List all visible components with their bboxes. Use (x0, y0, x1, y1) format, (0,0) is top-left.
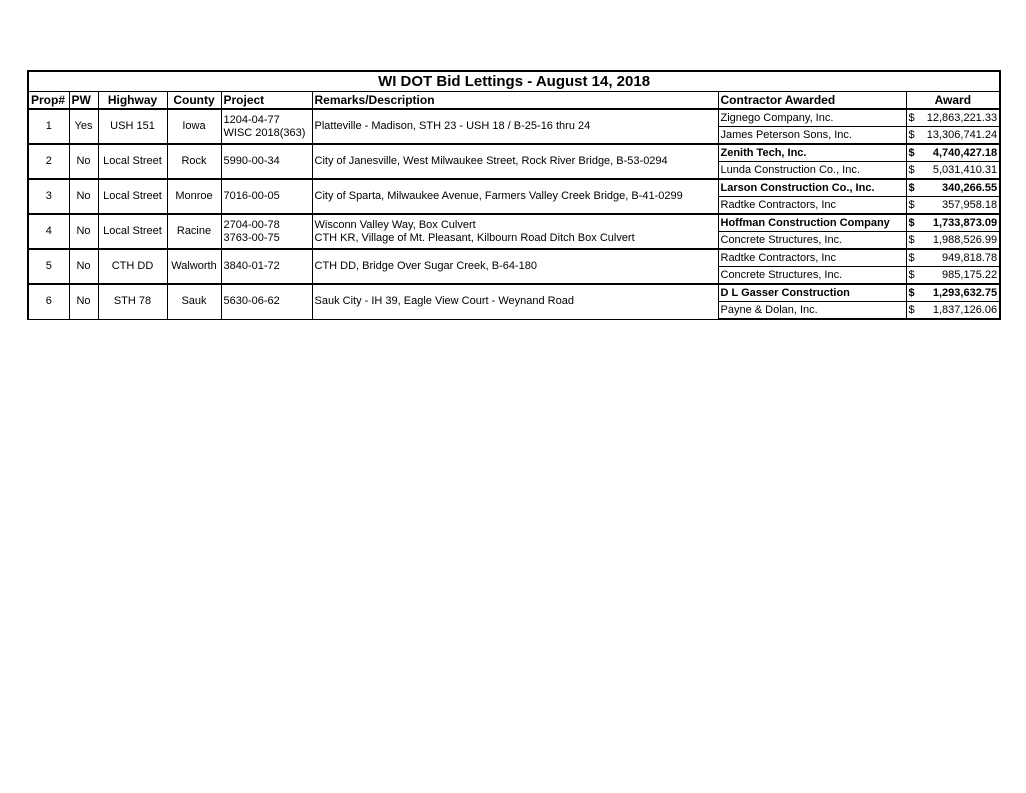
contractor-name: James Peterson Sons, Inc. (718, 127, 906, 145)
award-amount (906, 179, 1000, 197)
contractor-name: Concrete Structures, Inc. (718, 267, 906, 285)
remarks-cell (312, 109, 718, 144)
award-value (909, 128, 998, 143)
currency-symbol: $ (908, 181, 915, 194)
remarks-text: CTH DD, Bridge Over Sugar Creek, B-64-180 (314, 260, 538, 272)
remarks-text: Platteville - Madison, STH 23 - USH 18 / B-25-16 thru 24 (314, 120, 591, 132)
highway-cell: Local Street (98, 144, 167, 179)
award-value (909, 111, 998, 126)
amount-text: 12,863,221.33 (926, 111, 998, 124)
header-county: County (167, 92, 221, 110)
award-amount (906, 267, 1000, 285)
award-amount (906, 249, 1000, 267)
amount-text: 1,837,126.06 (932, 303, 998, 316)
currency-symbol: $ (908, 163, 915, 176)
amount-text: 949,818.78 (942, 251, 998, 264)
award-amount (906, 214, 1000, 232)
currency-symbol: $ (908, 268, 915, 281)
county-cell: Monroe (167, 179, 221, 214)
award-value (909, 181, 998, 196)
currency-symbol: $ (908, 251, 915, 264)
amount-text: 1,293,632.75 (932, 286, 998, 299)
bid-lettings-sheet (27, 70, 999, 320)
award-amount (906, 232, 1000, 250)
prop-number: 1 (28, 109, 69, 144)
project-cell (221, 144, 312, 179)
contractor-name: Hoffman Construction Company (718, 214, 906, 232)
award-value (909, 303, 998, 318)
header-pw: PW (69, 92, 98, 110)
project-cell (221, 109, 312, 144)
remarks-text: City of Janesville, West Milwaukee Street, Rock River Bridge, B-53-0294 (314, 155, 668, 167)
table-row (28, 109, 1000, 127)
award-value (909, 198, 998, 213)
currency-symbol: $ (908, 216, 915, 229)
award-amount (906, 284, 1000, 302)
header-prop: Prop# (28, 92, 69, 110)
county-cell: Sauk (167, 284, 221, 319)
prop-number: 3 (28, 179, 69, 214)
award-amount (906, 197, 1000, 215)
project-id: 1204-04-77 (223, 113, 280, 126)
award-amount (906, 109, 1000, 127)
award-amount (906, 144, 1000, 162)
remarks-cell (312, 284, 718, 319)
county-cell: Racine (167, 214, 221, 249)
project-id: 5630-06-62 (223, 295, 280, 308)
contractor-name: Radtke Contractors, Inc (718, 197, 906, 215)
highway-cell: USH 151 (98, 109, 167, 144)
pw-flag: Yes (69, 109, 98, 144)
project-id: 3840-01-72 (223, 260, 280, 272)
bid-lettings-table (27, 70, 1001, 320)
highway-cell: Local Street (98, 179, 167, 214)
pw-flag: No (69, 214, 98, 249)
remarks-text-secondary: CTH KR, Village of Mt. Pleasant, Kilbourn Road Ditch Box Culvert (314, 231, 635, 244)
contractor-name: Concrete Structures, Inc. (718, 232, 906, 250)
remarks-text: Wisconn Valley Way, Box Culvert (314, 218, 476, 231)
award-value (909, 233, 998, 248)
award-value (909, 251, 998, 266)
award-value (909, 268, 998, 283)
header-award: Award (906, 92, 1000, 110)
contractor-name: Zignego Company, Inc. (718, 109, 906, 127)
table-row (28, 179, 1000, 197)
prop-number: 6 (28, 284, 69, 319)
contractor-name: Payne & Dolan, Inc. (718, 302, 906, 320)
county-cell: Iowa (167, 109, 221, 144)
currency-symbol: $ (908, 303, 915, 316)
award-amount (906, 127, 1000, 145)
table-row (28, 284, 1000, 302)
remarks-text: Sauk City - IH 39, Eagle View Court - Weynand Road (314, 295, 574, 308)
project-cell (221, 179, 312, 214)
award-amount (906, 302, 1000, 320)
header-remarks: Remarks/Description (312, 92, 718, 110)
amount-text: 4,740,427.18 (932, 146, 998, 159)
remarks-cell (312, 214, 718, 249)
prop-number: 2 (28, 144, 69, 179)
highway-cell: CTH DD (98, 249, 167, 284)
project-cell (221, 284, 312, 319)
table-row (28, 144, 1000, 162)
remarks-text: City of Sparta, Milwaukee Avenue, Farmers Valley Creek Bridge, B-41-0299 (314, 190, 683, 202)
header-contractor: Contractor Awarded (718, 92, 906, 110)
project-cell (221, 214, 312, 249)
remarks-cell (312, 144, 718, 179)
table-row (28, 249, 1000, 267)
remarks-cell (312, 179, 718, 214)
award-value (909, 146, 998, 161)
project-id: 5990-00-34 (223, 155, 280, 167)
page-title: WI DOT Bid Lettings - August 14, 2018 (28, 71, 1000, 92)
currency-symbol: $ (908, 146, 915, 159)
prop-number: 4 (28, 214, 69, 249)
pw-flag: No (69, 144, 98, 179)
pw-flag: No (69, 179, 98, 214)
award-value (909, 163, 998, 178)
contractor-name: D L Gasser Construction (718, 284, 906, 302)
pw-flag: No (69, 284, 98, 319)
amount-text: 5,031,410.31 (932, 163, 998, 176)
amount-text: 13,306,741.24 (926, 128, 998, 141)
award-value (909, 216, 998, 231)
project-id: 2704-00-78 (223, 218, 280, 231)
header-row (28, 92, 1000, 110)
currency-symbol: $ (908, 233, 915, 246)
amount-text: 985,175.22 (942, 268, 998, 281)
currency-symbol: $ (908, 111, 915, 124)
contractor-name: Larson Construction Co., Inc. (718, 179, 906, 197)
pw-flag: No (69, 249, 98, 284)
currency-symbol: $ (908, 128, 915, 141)
currency-symbol: $ (908, 198, 915, 211)
amount-text: 357,958.18 (942, 198, 998, 211)
award-amount (906, 162, 1000, 180)
highway-cell: STH 78 (98, 284, 167, 319)
award-value (909, 286, 998, 301)
amount-text: 1,733,873.09 (932, 216, 998, 229)
header-project: Project (221, 92, 312, 110)
table-row (28, 214, 1000, 232)
project-id-secondary: 3763-00-75 (223, 231, 280, 244)
project-cell (221, 249, 312, 284)
county-cell: Rock (167, 144, 221, 179)
prop-number: 5 (28, 249, 69, 284)
header-highway: Highway (98, 92, 167, 110)
currency-symbol: $ (908, 286, 915, 299)
project-id: 7016-00-05 (223, 190, 280, 202)
highway-cell: Local Street (98, 214, 167, 249)
project-id-secondary: WISC 2018(363) (223, 126, 306, 139)
contractor-name: Radtke Contractors, Inc (718, 249, 906, 267)
amount-text: 340,266.55 (942, 181, 998, 194)
amount-text: 1,988,526.99 (932, 233, 998, 246)
county-cell: Walworth (167, 249, 221, 284)
remarks-cell (312, 249, 718, 284)
contractor-name: Zenith Tech, Inc. (718, 144, 906, 162)
contractor-name: Lunda Construction Co., Inc. (718, 162, 906, 180)
